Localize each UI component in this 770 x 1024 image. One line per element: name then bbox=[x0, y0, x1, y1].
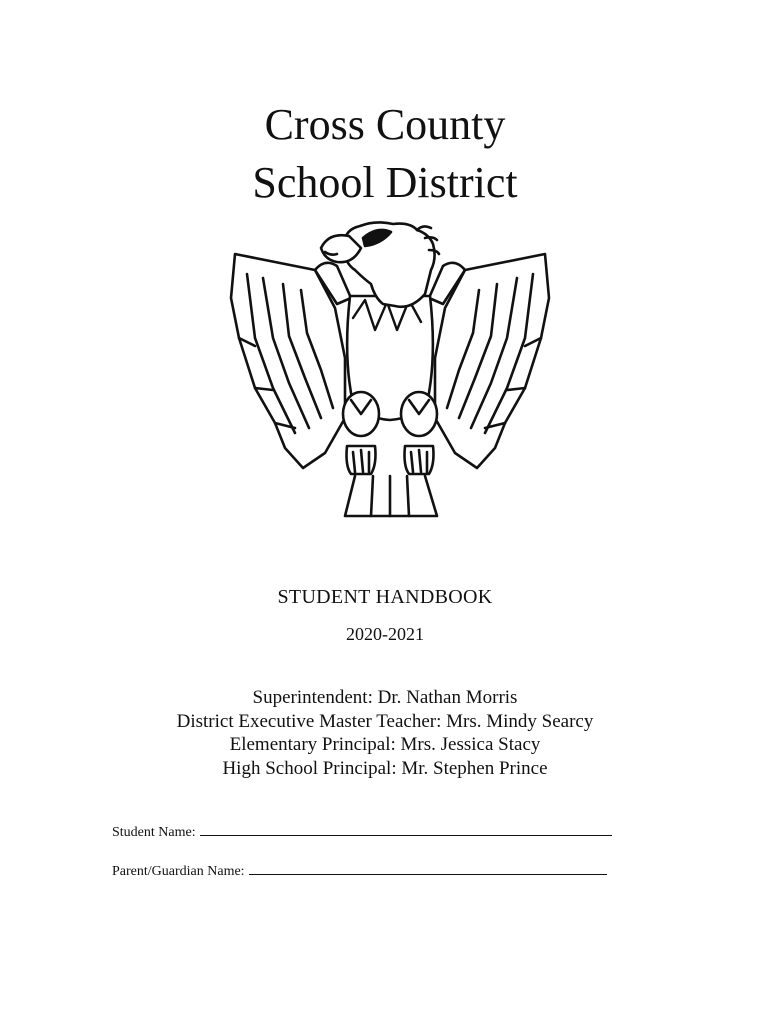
title-line-2: School District bbox=[252, 158, 518, 207]
student-name-field[interactable] bbox=[112, 823, 612, 841]
student-name-label: Student Name: bbox=[112, 825, 196, 840]
handbook-heading: STUDENT HANDBOOK bbox=[277, 586, 493, 608]
staff-list bbox=[0, 686, 770, 780]
title-line-1: Cross County bbox=[264, 100, 506, 149]
master-teacher-line: District Executive Master Teacher: Mrs. Mindy Searcy bbox=[176, 710, 594, 732]
elementary-principal-line: Elementary Principal: Mrs. Jessica Stacy bbox=[229, 734, 541, 755]
parent-name-label: Parent/Guardian Name: bbox=[112, 864, 245, 879]
parent-name-field[interactable] bbox=[112, 862, 607, 880]
school-year: 2020-2021 bbox=[346, 624, 424, 644]
document-title bbox=[0, 96, 770, 212]
eagle-mascot-icon bbox=[225, 218, 555, 523]
parent-name-line[interactable] bbox=[249, 862, 607, 875]
high-school-principal-line: High School Principal: Mr. Stephen Prince bbox=[222, 757, 548, 779]
superintendent-line: Superintendent: Dr. Nathan Morris bbox=[252, 687, 518, 708]
student-name-line[interactable] bbox=[200, 823, 612, 836]
